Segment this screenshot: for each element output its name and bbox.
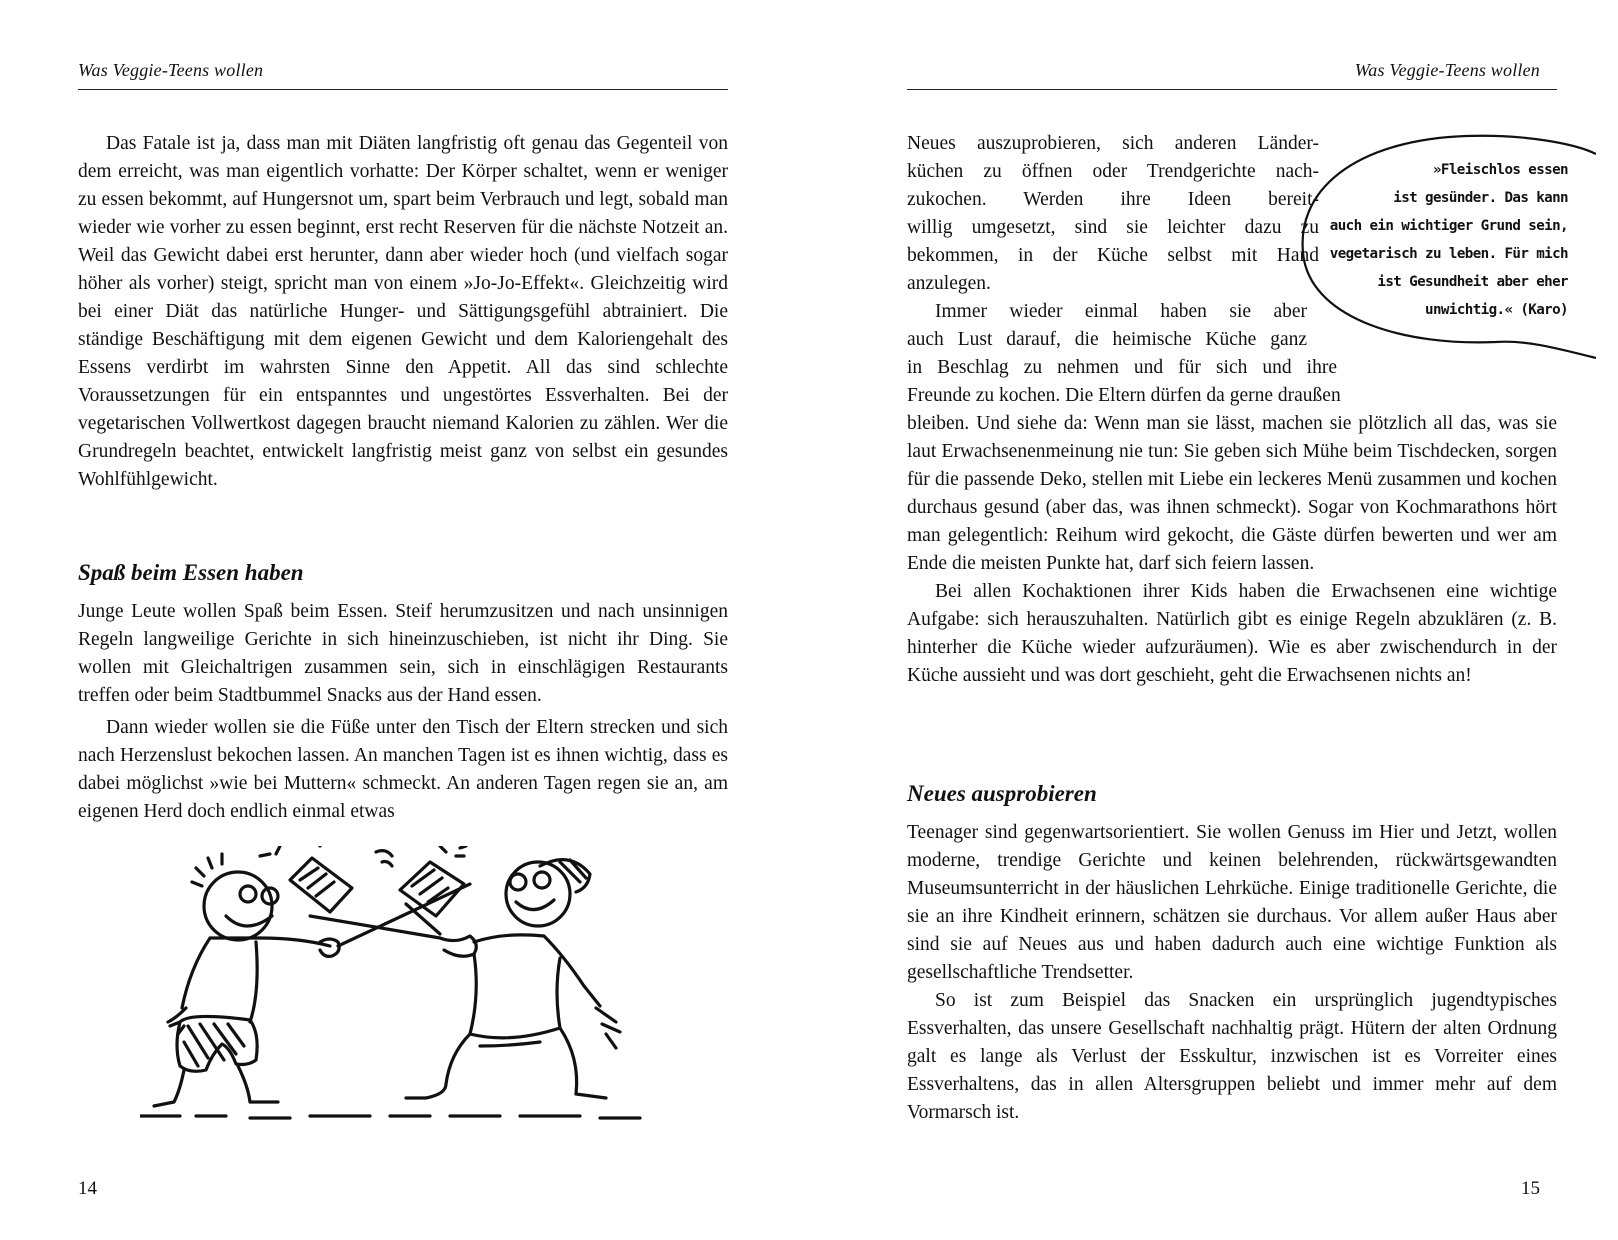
- running-head-left: Was Veggie-Teens wollen: [78, 60, 264, 80]
- quote-line: auch ein wichtiger Grund sein,: [1329, 218, 1568, 234]
- running-head-right: Was Veggie-Teens wollen: [1354, 60, 1540, 80]
- line: willig umgesetzt, sind sie leichter dazu zu: [907, 217, 1319, 238]
- line: Immer wieder einmal haben sie aber: [935, 301, 1307, 322]
- header-rule-left: [78, 89, 728, 90]
- fencing-kids-illustration: [140, 846, 680, 1136]
- paragraph-beschlag-wrap: [907, 298, 1307, 326]
- quote-line: ist gesünder. Das kann: [1393, 190, 1568, 206]
- paragraph-bleiben: bleiben. Und siehe da: Wenn man sie lässt, machen sie plötzlich all das, was sie laut Erwachsenenmeinung nie tun: Sie geben sich Mühe beim Tischdecken, sorgen für die passende Deko, stellen mit Liebe ein leckeres Menü zusammen und kochen durchaus gesund (aber das, was ihnen schmeckt). Sogar von Kochmarathons hört man gelegentlich: Reihum wird gekocht, die Gäste dürfen bewerten und wer am Ende die meisten Punkte hat, darf sich feiern lassen.: [907, 413, 1557, 574]
- line: küchen zu öffnen oder Trendgerichte nach-: [907, 161, 1319, 182]
- line: Neues auszuprobieren, sich anderen Länder-: [907, 133, 1319, 154]
- line: anzulegen.: [907, 273, 991, 294]
- line: auch Lust darauf, die heimische Küche ganz: [907, 329, 1307, 350]
- paragraph-neues-wrap: [907, 130, 1319, 298]
- paragraph-snacken: So ist zum Beispiel das Snacken ein ursprünglich jugendtypisches Essverhalten, das unsere Gesellschaft nachhaltig prägt. Hütern der alten Ordnung galt es lange als Verlust der Esskultur, inzwischen ist es Vorreiter eines Essverhaltens, das in allen Altersgruppen beliebt und immer mehr auf dem Vormarsch ist.: [907, 990, 1557, 1123]
- quote-text: [1318, 156, 1568, 324]
- paragraph-eltern: Dann wieder wollen sie die Füße unter den Tisch der Eltern strecken und sich nach Herzenslust bekochen lassen. An manchen Tagen ist es ihnen wichtig, dass es dabei möglichst »wie bei Muttern« schmeckt. An anderen Tagen regen sie an, am eigenen Herd doch endlich einmal etwas: [78, 717, 728, 822]
- line: Freunde zu kochen. Die Eltern dürfen da gerne draußen: [907, 385, 1341, 406]
- line: in Beschlag zu nehmen und für sich und ihre: [907, 357, 1337, 378]
- heading-neues-ausprobieren: Neues ausprobieren: [907, 781, 1097, 806]
- right-text-bottom: [907, 819, 1557, 1127]
- paragraph-diet: Das Fatale ist ja, dass man mit Diäten langfristig oft genau das Gegenteil von dem erreicht, was man eigentlich vorhatte: Der Körper schaltet, wenn er weniger zu essen bekommt, auf Hungersnot um, spart beim Verbrauch und legt, sobald man wieder wie vorher zu essen beginnt, erst recht Reserven für die nächste Notzeit an. Weil das Gewicht dabei erst herunter, dann aber wieder hoch (und vielfach sogar höher als vorher) steigt, spricht man von einem »Jo-Jo-Effekt«. Gleichzeitig wird bei einer Diät das natürliche Hunger- und Sättigungsgefühl abtrainiert. Die ständige Beschäftigung mit dem eigenen Gewicht und dem Kaloriengehalt des Essens verdirbt im wahrsten Sinne den Appetit. All das sind schlechte Voraussetzungen für ein entspanntes und ungestörtes Essverhalten. Bei der vegetarischen Vollwertkost dagegen braucht niemand Kalorien zu zählen. Wer die Grundregeln beachtet, entwickelt langfristig meist ganz von selbst ein gesundes Wohlfühlgewicht.: [78, 133, 728, 490]
- quote-line: unwichtig.« (Karo): [1425, 302, 1568, 318]
- left-text-bottom: [78, 598, 728, 826]
- paragraph-teenager: Teenager sind gegenwartsorientiert. Sie wollen Genuss im Hier und Jetzt, wollen moderne, trendige Gerichte und keinen belehrenden, rückwärtsgewandten Museumsunterricht in der häuslichen Lehrküche. Einige traditionelle Gerichte, die sie an ihre Kindheit erinnern, schätzen sie durchaus. Vor allem außer Haus aber sind sie auf Neues aus und haben dadurch auch eine wichtige Funktion als gesellschaftliche Trendsetter.: [907, 822, 1557, 983]
- paragraph-kochaktionen: Bei allen Kochaktionen ihrer Kids haben die Erwachsenen eine wichtige Aufgabe: sich herauszuhalten. Natürlich gibt es einige Regeln abzuklären (z. B. hinterher die Küche wieder aufzuräumen). Wie es aber zwischendurch in der Küche aussieht und was dort geschieht, geht die Erwachsenen nichts an!: [907, 581, 1557, 686]
- line: bekommen, in der Küche selbst mit Hand: [907, 245, 1319, 266]
- quote-line: ist Gesundheit aber eher: [1377, 274, 1568, 290]
- quote-line: vegetarisch zu leben. Für mich: [1329, 246, 1568, 262]
- right-text-middle: [907, 410, 1557, 690]
- page-number-right: 15: [1521, 1178, 1540, 1199]
- paragraph-spass: Junge Leute wollen Spaß beim Essen. Steif herumzusitzen und nach unsinnigen Regeln langweilige Gerichte in sich hineinzuschieben, ist nicht ihr Ding. Sie wollen mit Gleichaltrigen zusammen sein, sich in einschlägigen Restaurants treffen oder beim Stadtbummel Snacks aus der Hand essen.: [78, 601, 728, 706]
- line: zukochen. Werden ihre Ideen bereit-: [907, 189, 1319, 210]
- header-rule-right: [907, 89, 1557, 90]
- page-number-left: 14: [78, 1178, 97, 1199]
- heading-spass-beim-essen: Spaß beim Essen haben: [78, 560, 304, 585]
- left-text-top: [78, 130, 728, 494]
- quote-line: »Fleischlos essen: [1432, 162, 1568, 178]
- quote-speech-bubble: [1296, 110, 1596, 370]
